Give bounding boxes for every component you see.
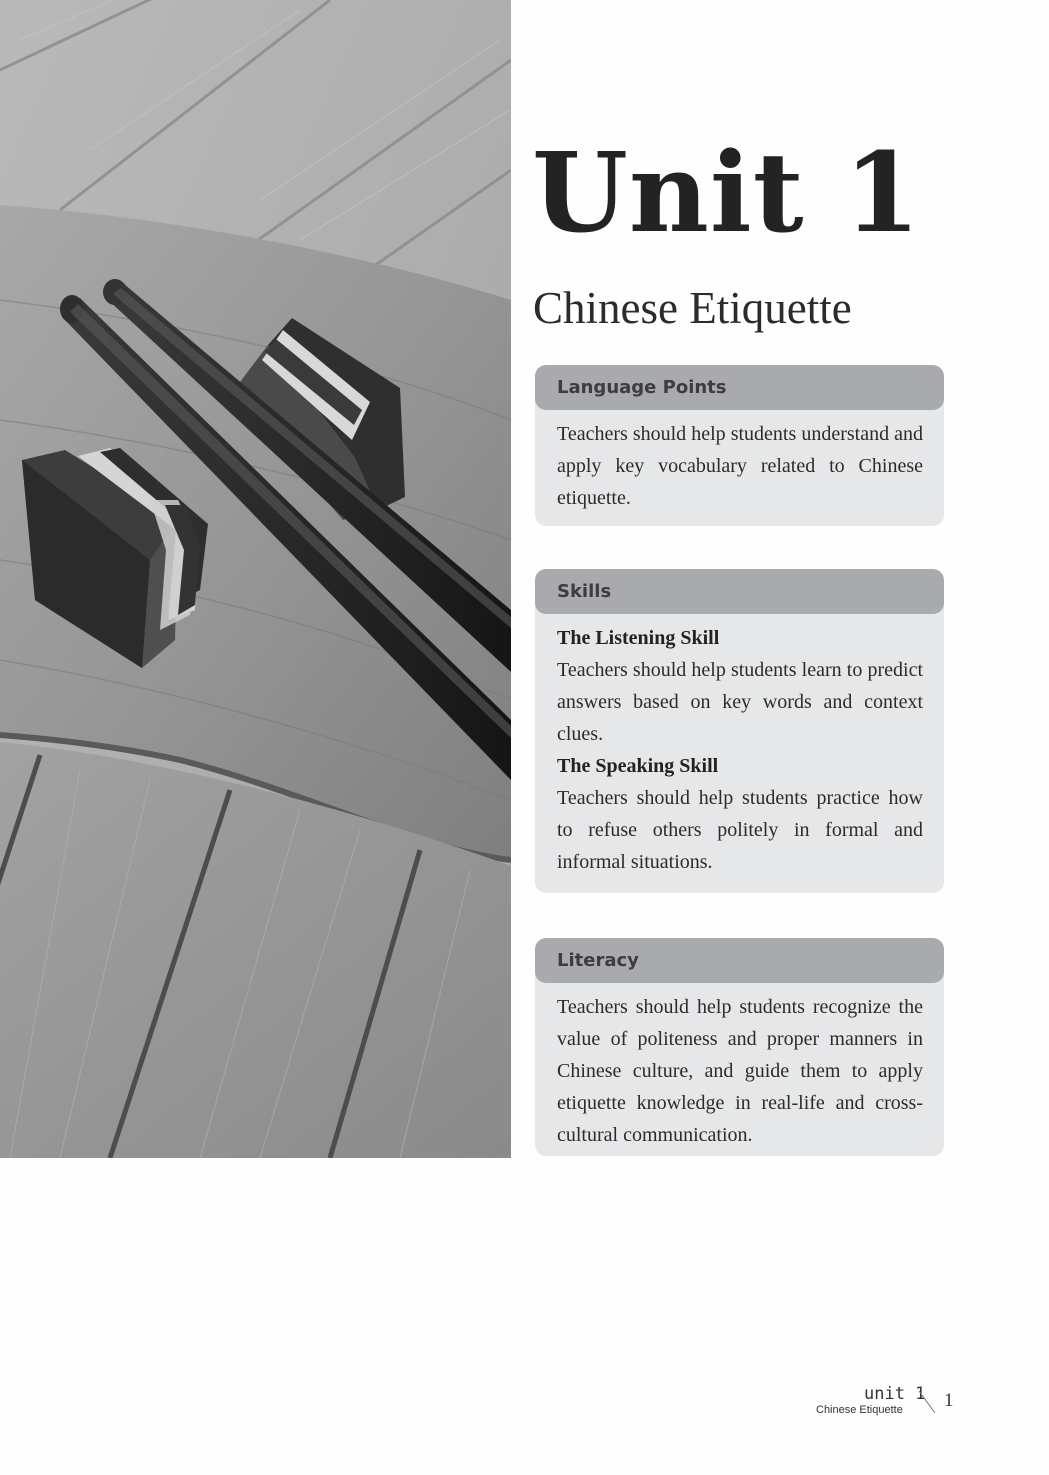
language-points-card (535, 365, 944, 526)
listening-skill-heading: The Listening Skill (557, 627, 720, 649)
skills-heading: Skills (535, 569, 944, 614)
footer-unit-label: unit 1 (864, 1384, 926, 1404)
chopsticks-photo (0, 0, 511, 1158)
unit-subtitle: Chinese Etiquette (533, 283, 852, 333)
speaking-skill-text: Teachers should help students practice how to refuse others politely in formal and informal situations. (557, 787, 923, 873)
skills-body (535, 614, 944, 878)
unit-title: Unit 1 (532, 128, 922, 257)
listening-skill-text: Teachers should help students learn to predict answers based on key words and context clues. (557, 659, 923, 745)
language-points-heading: Language Points (535, 365, 944, 410)
language-points-body (535, 410, 944, 514)
literacy-text: Teachers should help students recognize the value of politeness and proper manners in Chinese culture, and guide them to apply etiquette knowledge in real-life and cross-cultural communication. (557, 996, 923, 1146)
speaking-skill-heading: The Speaking Skill (557, 755, 719, 777)
footer-topic-label: Chinese Etiquette (816, 1404, 903, 1416)
skills-card (535, 569, 944, 893)
literacy-body (535, 983, 944, 1151)
literacy-card (535, 938, 944, 1156)
literacy-heading: Literacy (535, 938, 944, 983)
footer-divider (916, 1389, 938, 1415)
page-number: 1 (944, 1390, 954, 1411)
language-points-text: Teachers should help students understand and apply key vocabulary related to Chinese etiquette. (557, 423, 923, 509)
